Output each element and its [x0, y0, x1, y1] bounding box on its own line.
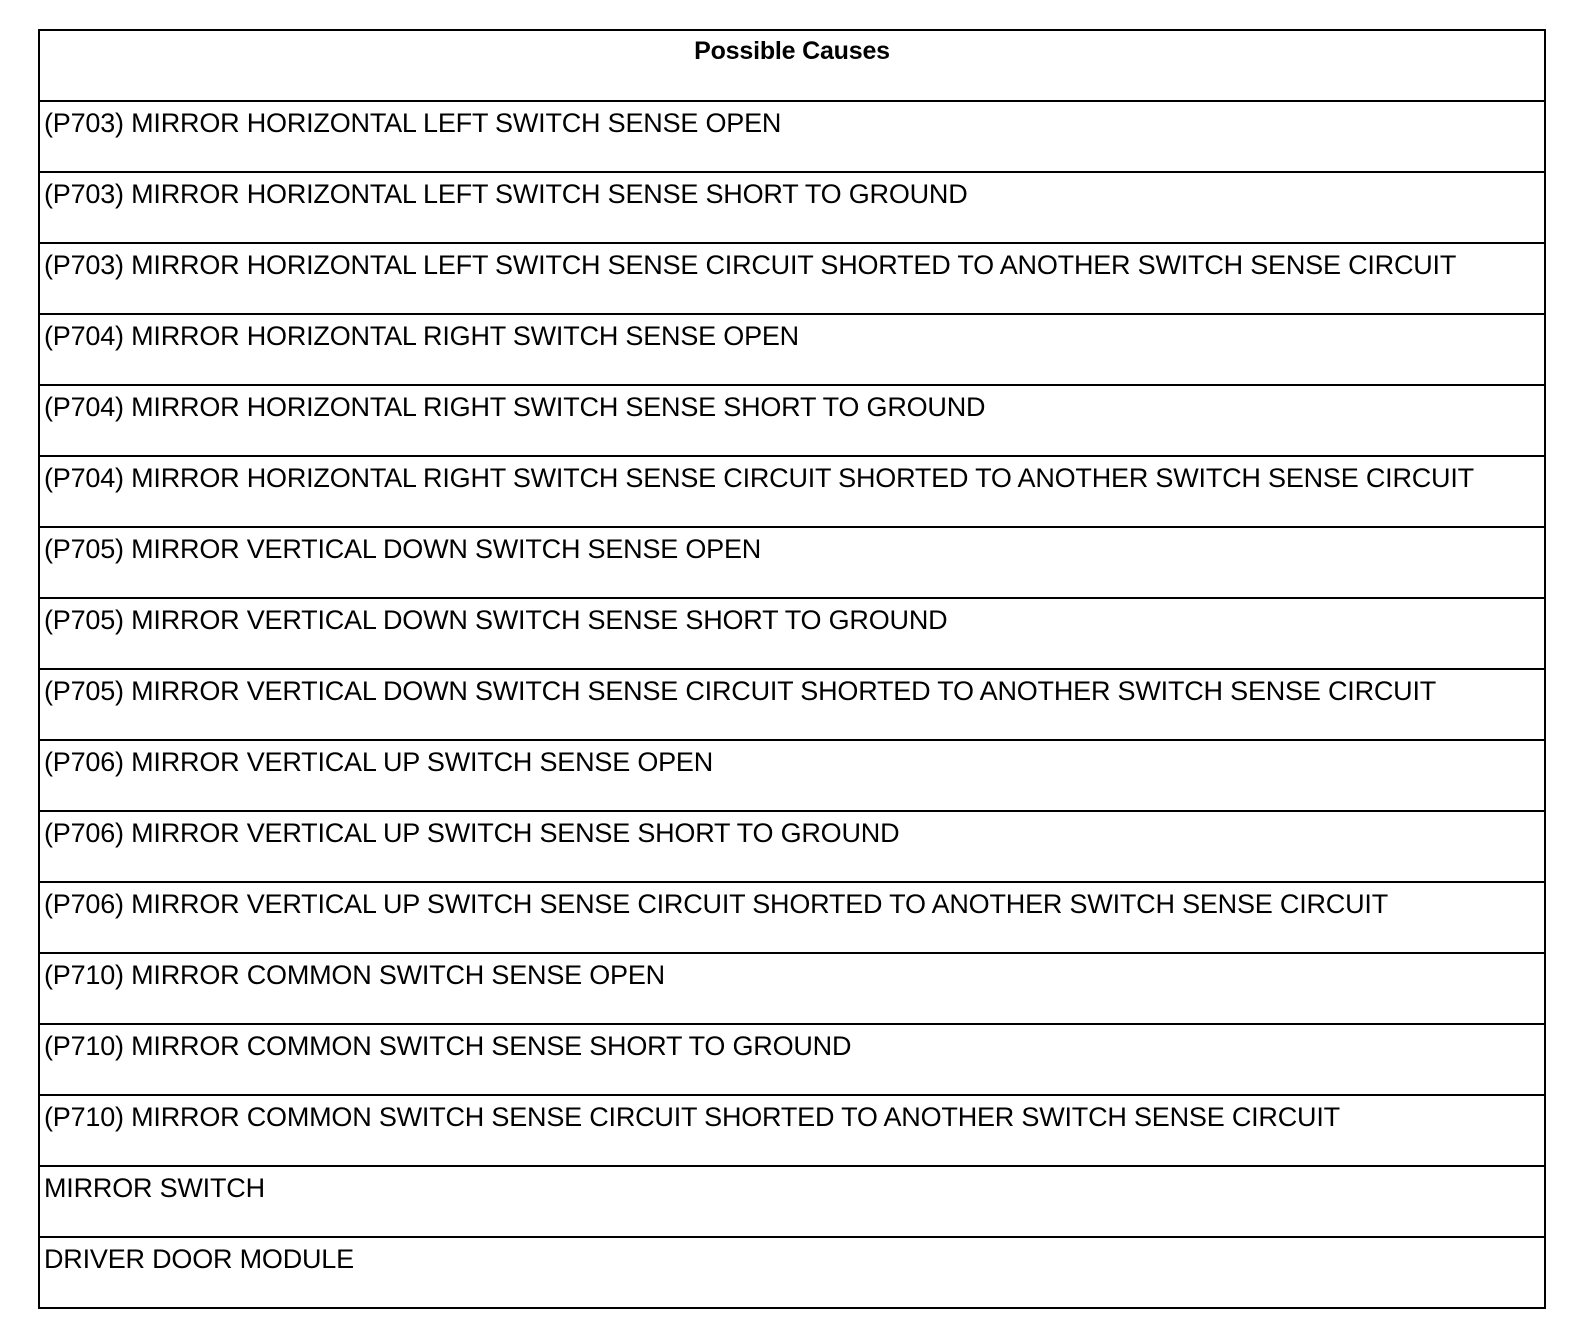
- cause-cell: (P705) MIRROR VERTICAL DOWN SWITCH SENSE CIRCUIT SHORTED TO ANOTHER SWITCH SENSE CIRCUIT: [39, 669, 1545, 740]
- table-row: [39, 243, 1545, 314]
- table-row: [39, 811, 1545, 882]
- cause-cell: (P710) MIRROR COMMON SWITCH SENSE OPEN: [39, 953, 1545, 1024]
- cause-cell: (P703) MIRROR HORIZONTAL LEFT SWITCH SENSE CIRCUIT SHORTED TO ANOTHER SWITCH SENSE CIRCUIT: [39, 243, 1545, 314]
- table-row: [39, 1024, 1545, 1095]
- table-row: [39, 101, 1545, 172]
- cause-cell: (P704) MIRROR HORIZONTAL RIGHT SWITCH SENSE OPEN: [39, 314, 1545, 385]
- table-row: [39, 314, 1545, 385]
- possible-causes-table: [38, 29, 1546, 1309]
- table-row: [39, 385, 1545, 456]
- table-row: [39, 953, 1545, 1024]
- cause-cell: (P705) MIRROR VERTICAL DOWN SWITCH SENSE OPEN: [39, 527, 1545, 598]
- column-header-possible-causes: Possible Causes: [39, 30, 1545, 101]
- table-row: [39, 1237, 1545, 1308]
- table-row: [39, 1166, 1545, 1237]
- cause-cell: (P703) MIRROR HORIZONTAL LEFT SWITCH SENSE OPEN: [39, 101, 1545, 172]
- cause-cell: MIRROR SWITCH: [39, 1166, 1545, 1237]
- cause-cell: (P706) MIRROR VERTICAL UP SWITCH SENSE CIRCUIT SHORTED TO ANOTHER SWITCH SENSE CIRCUIT: [39, 882, 1545, 953]
- cause-cell: (P706) MIRROR VERTICAL UP SWITCH SENSE SHORT TO GROUND: [39, 811, 1545, 882]
- table-row: [39, 172, 1545, 243]
- cause-cell: DRIVER DOOR MODULE: [39, 1237, 1545, 1308]
- header-row: [39, 30, 1545, 101]
- cause-cell: (P706) MIRROR VERTICAL UP SWITCH SENSE OPEN: [39, 740, 1545, 811]
- table-row: [39, 669, 1545, 740]
- cause-cell: (P703) MIRROR HORIZONTAL LEFT SWITCH SENSE SHORT TO GROUND: [39, 172, 1545, 243]
- table-row: [39, 740, 1545, 811]
- table-row: [39, 456, 1545, 527]
- table-row: [39, 598, 1545, 669]
- table-header: [39, 30, 1545, 101]
- cause-cell: (P705) MIRROR VERTICAL DOWN SWITCH SENSE SHORT TO GROUND: [39, 598, 1545, 669]
- table-row: [39, 882, 1545, 953]
- table-row: [39, 527, 1545, 598]
- table-row: [39, 1095, 1545, 1166]
- cause-cell: (P704) MIRROR HORIZONTAL RIGHT SWITCH SENSE SHORT TO GROUND: [39, 385, 1545, 456]
- cause-cell: (P710) MIRROR COMMON SWITCH SENSE SHORT TO GROUND: [39, 1024, 1545, 1095]
- table-body: [39, 101, 1545, 1308]
- cause-cell: (P710) MIRROR COMMON SWITCH SENSE CIRCUIT SHORTED TO ANOTHER SWITCH SENSE CIRCUIT: [39, 1095, 1545, 1166]
- cause-cell: (P704) MIRROR HORIZONTAL RIGHT SWITCH SENSE CIRCUIT SHORTED TO ANOTHER SWITCH SENSE CIRCUIT: [39, 456, 1545, 527]
